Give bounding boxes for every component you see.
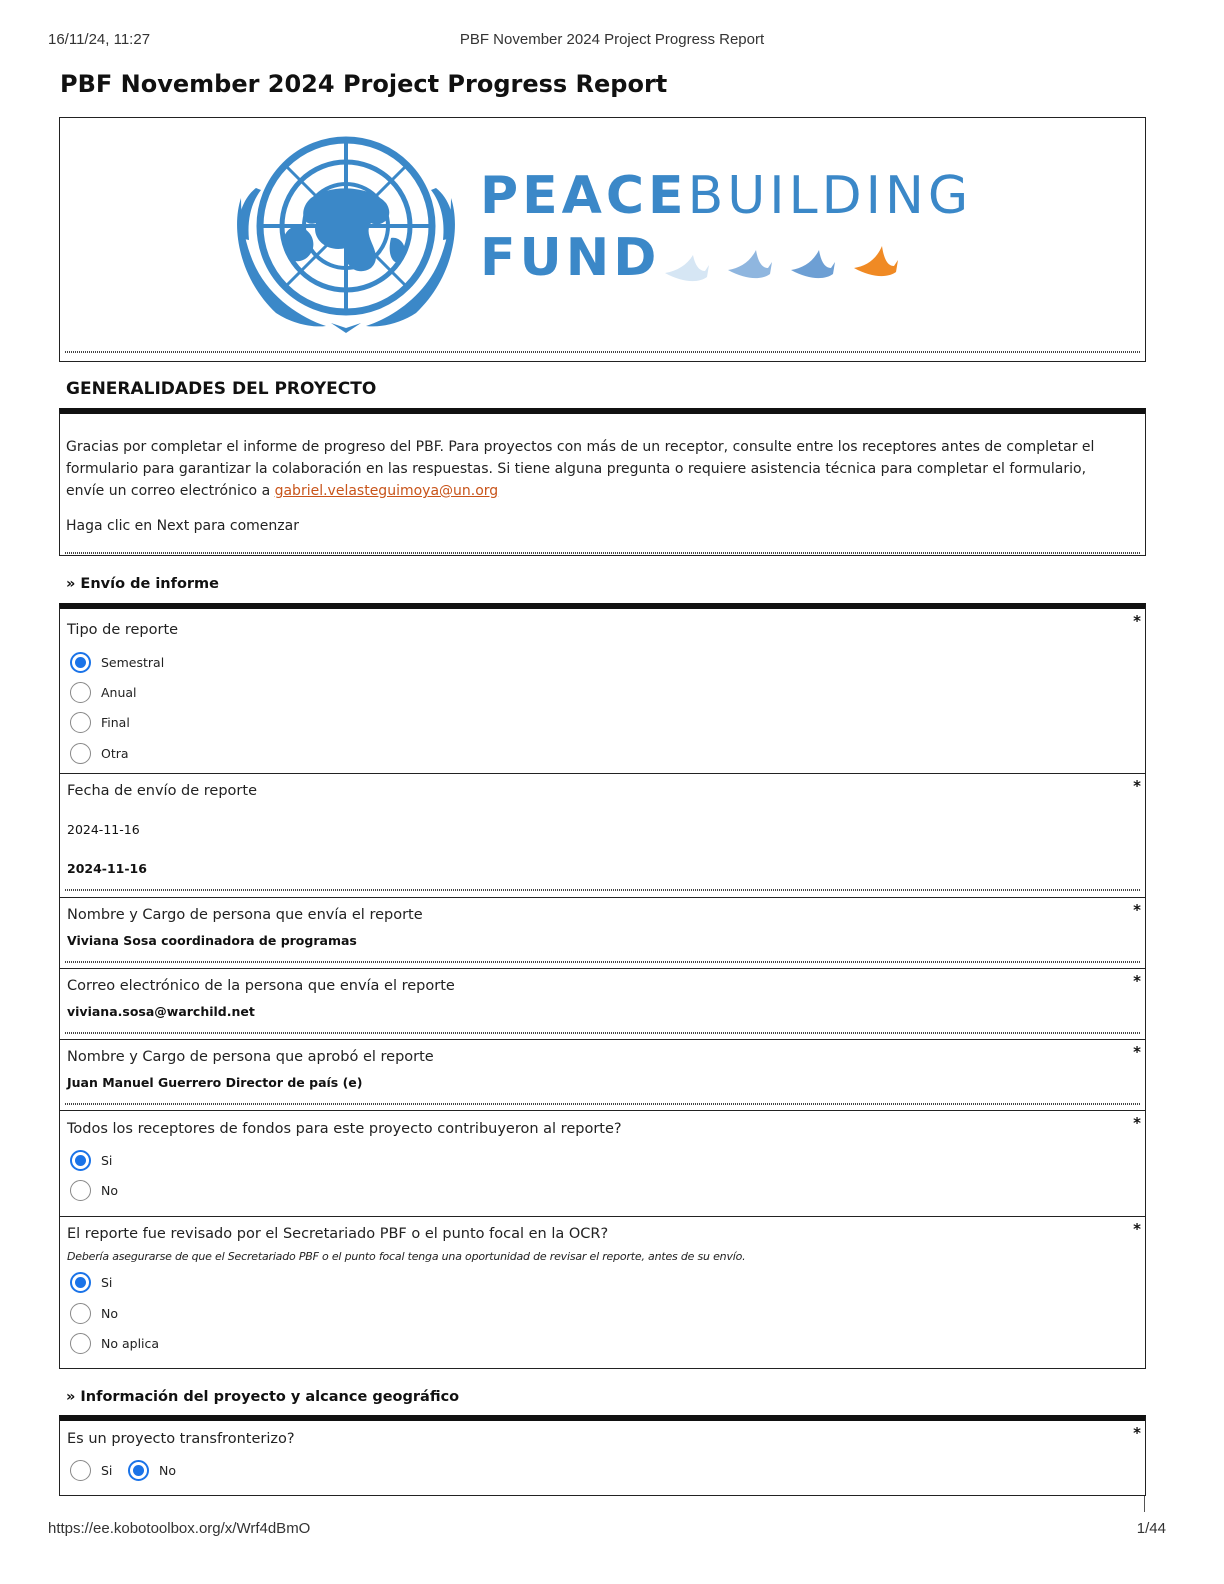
radio-option-no[interactable]	[70, 1179, 118, 1201]
divider	[65, 351, 1140, 353]
option-label: No	[101, 1305, 118, 1321]
option-label: Si	[101, 1152, 113, 1168]
radio-option-no[interactable]	[128, 1459, 176, 1481]
divider	[65, 889, 1140, 891]
date-input[interactable]: 2024-11-16	[67, 822, 140, 837]
question-hint: Debería asegurarse de que el Secretariado PBF o el punto focal tenga una oportunidad de revisar el reporte, antes de su envío.	[67, 1250, 746, 1263]
radio-option-no-aplica[interactable]	[70, 1332, 159, 1354]
radio-button-selected[interactable]	[70, 1272, 91, 1293]
section-title: GENERALIDADES DEL PROYECTO	[66, 379, 377, 399]
logo-word-fund: FUND	[480, 228, 661, 288]
radio-button[interactable]	[70, 1303, 91, 1324]
divider	[65, 961, 1140, 963]
intro-cta: Haga clic en Next para comenzar	[66, 518, 299, 534]
radio-button-selected[interactable]	[128, 1460, 149, 1481]
required-mark: *	[1133, 1424, 1141, 1442]
option-label: No	[101, 1182, 118, 1198]
intro-text	[66, 436, 1115, 502]
option-label: Final	[101, 714, 130, 730]
radio-button[interactable]	[70, 1180, 91, 1201]
print-url: https://ee.kobotoolbox.org/x/Wrf4dBmO	[48, 1520, 311, 1537]
option-label: Semestral	[101, 654, 165, 670]
contact-email-link[interactable]: gabriel.velasteguimoya@un.org	[274, 483, 499, 499]
question-nombre-envia	[59, 897, 1146, 969]
option-label: No	[159, 1462, 176, 1478]
question-correo-envia	[59, 968, 1146, 1040]
divider	[65, 552, 1140, 554]
required-mark: *	[1133, 777, 1141, 795]
doves-icon	[660, 238, 910, 288]
radio-option-final[interactable]	[70, 711, 130, 733]
date-value: 2024-11-16	[67, 861, 147, 876]
radio-button[interactable]	[70, 1460, 91, 1481]
divider	[65, 1032, 1140, 1034]
form-title: PBF November 2024 Project Progress Report	[60, 70, 668, 98]
radio-option-otra[interactable]	[70, 742, 129, 764]
option-label: Otra	[101, 745, 129, 761]
radio-option-si[interactable]	[70, 1459, 112, 1481]
radio-option-no[interactable]	[70, 1302, 118, 1324]
required-mark: *	[1133, 612, 1141, 630]
option-label: No aplica	[101, 1335, 160, 1351]
group-title-envio: » Envío de informe	[66, 576, 219, 592]
radio-button[interactable]	[70, 712, 91, 733]
logo-word-peace: PEACE	[480, 166, 688, 226]
radio-button[interactable]	[70, 682, 91, 703]
required-mark: *	[1133, 1043, 1141, 1061]
radio-button-selected[interactable]	[70, 1150, 91, 1171]
question-transfronterizo	[59, 1415, 1146, 1496]
question-label: Es un proyecto transfronterizo?	[67, 1431, 295, 1447]
print-date: 16/11/24, 11:27	[48, 31, 151, 48]
question-tipo-reporte	[59, 603, 1146, 774]
radio-button[interactable]	[70, 1333, 91, 1354]
radio-option-si[interactable]	[70, 1149, 112, 1171]
divider	[65, 1103, 1140, 1105]
question-label: Nombre y Cargo de persona que envía el reporte	[67, 907, 423, 923]
answer-value[interactable]: Viviana Sosa coordinadora de programas	[67, 933, 357, 948]
question-label: Nombre y Cargo de persona que aprobó el reporte	[67, 1049, 434, 1065]
question-label: Fecha de envío de reporte	[67, 783, 258, 799]
page-number: 1/44	[1136, 1520, 1166, 1537]
question-label: Todos los receptores de fondos para este proyecto contribuyeron al reporte?	[67, 1121, 622, 1137]
radio-option-anual[interactable]	[70, 681, 137, 703]
required-mark: *	[1133, 1114, 1141, 1132]
question-fecha-envio	[59, 773, 1146, 898]
radio-option-semestral[interactable]	[70, 651, 164, 673]
intro-body: Gracias por completar el informe de progreso del PBF. Para proyectos con más de un receptor, consulte entre los receptores antes de completar el formulario para garantizar la colaboración en las respuestas. Si tiene alguna pregunta o requiere asistencia técnica para completar el formulario, envíe un correo electrónico a	[66, 439, 1095, 499]
option-label: Si	[101, 1462, 113, 1478]
answer-value[interactable]: Juan Manuel Guerrero Director de país (e)	[67, 1075, 363, 1090]
required-mark: *	[1133, 1220, 1141, 1238]
print-header	[48, 31, 1176, 51]
option-label: Anual	[101, 684, 137, 700]
required-mark: *	[1133, 972, 1141, 990]
required-mark: *	[1133, 901, 1141, 919]
radio-option-si[interactable]	[70, 1271, 112, 1293]
print-footer	[48, 1520, 1176, 1540]
question-receptores	[59, 1110, 1146, 1217]
question-label: El reporte fue revisado por el Secretariado PBF o el punto focal en la OCR?	[67, 1226, 609, 1242]
question-revisado	[59, 1216, 1146, 1369]
question-label: Correo electrónico de la persona que envía el reporte	[67, 978, 455, 994]
print-title: PBF November 2024 Project Progress Report	[459, 31, 765, 48]
intro-box	[59, 408, 1146, 556]
answer-value[interactable]: viviana.sosa@warchild.net	[67, 1004, 255, 1019]
question-label: Tipo de reporte	[67, 622, 179, 638]
option-label: Si	[101, 1274, 113, 1290]
logo-word-building: BUILDING	[687, 166, 973, 226]
radio-button-selected[interactable]	[70, 652, 91, 673]
logo-box	[59, 117, 1146, 362]
group-title-info: » Información del proyecto y alcance geográfico	[66, 1389, 460, 1405]
radio-button[interactable]	[70, 743, 91, 764]
question-nombre-aprobo	[59, 1039, 1146, 1111]
un-emblem-logo	[221, 128, 471, 338]
right-edge-line	[1144, 1496, 1145, 1512]
